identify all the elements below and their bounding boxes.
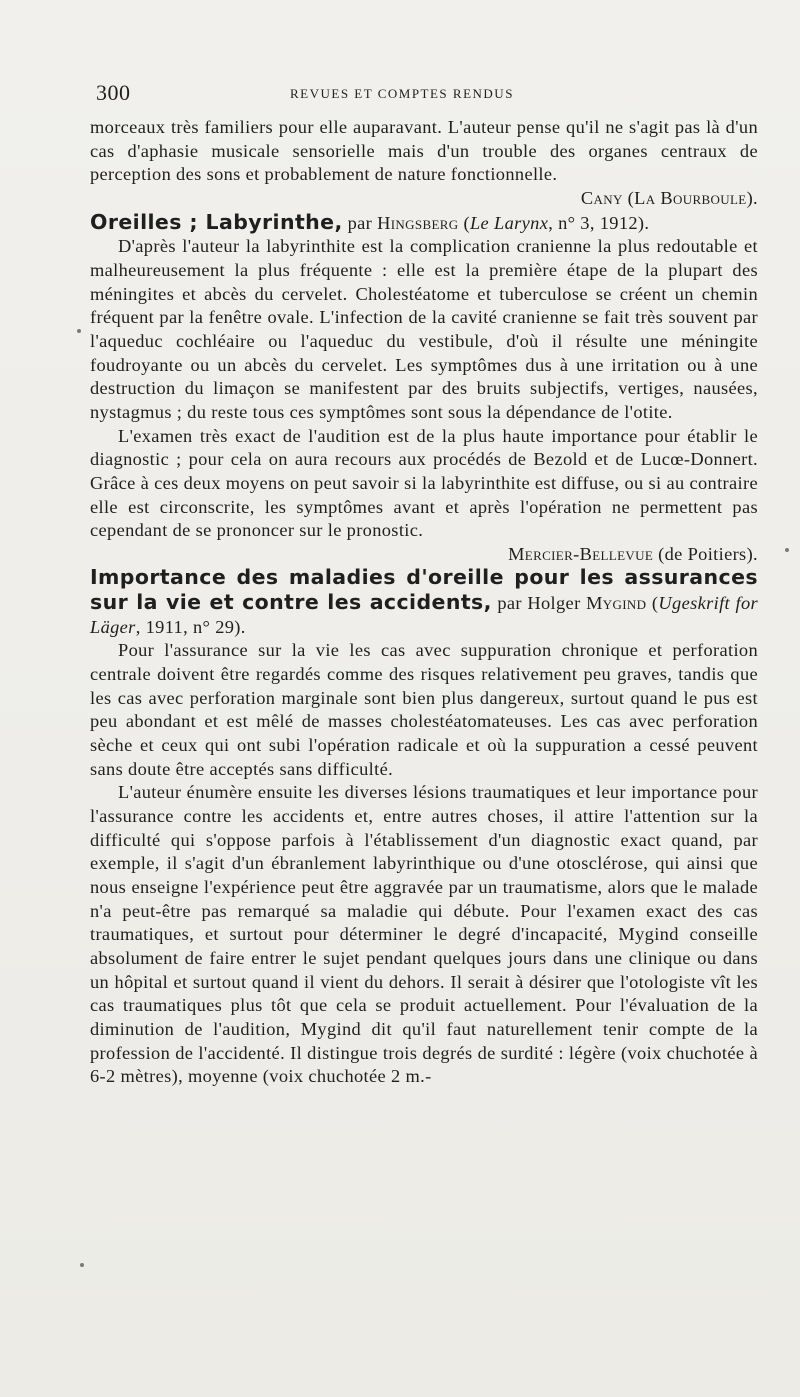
article1-source-issue: , n° 3, 1912). (548, 212, 650, 233)
article2-paragraph-2: L'auteur énumère ensuite les diverses lésions traumatiques et leur importance pour l'assurance contre les accidents et, entre autres choses, il attire l'attention sur la difficulté qui s'oppose parfois à l'établissement d'un diagnostic exact quand, par exemple, il s'agit d'un ébranlement labyrinthique ou d'une otosclérose, qui ainsi que nous enseigne l'expérience peut être aggravée par un traumatisme, alors que le malade n'a peut-être pas remarqué sa maladie qui débute. Pour l'examen exact des cas traumatiques, et surtout pour déterminer le degré d'incapacité, Mygind conseille absolument de faire entrer le sujet pendant quelques jours dans une clinique ou dans un hôpital et surtout quand il vient du dehors. Il serait à désirer que l'otologiste vît les cas traumatiques plus tôt que cela se produit actuellement. Pour l'évaluation de la diminution de l'audition, Mygind dit qu'il faut naturellement tenir compte de la profession de l'accidenté. Il distingue trois degrés de surdité : légère (voix chuchotée à 6-2 mètres), moyenne (voix chuchotée 2 m.- (90, 782, 758, 1087)
article2-by: par Holger (497, 593, 581, 614)
margin-mark (77, 329, 81, 333)
article2-source-journal: Ugeskrift for Läger (90, 593, 759, 637)
page-header (0, 80, 800, 110)
body-text (90, 116, 758, 1089)
article1-signature-name: Mercier-Bellevue (508, 543, 654, 564)
page-number: 300 (96, 80, 131, 105)
article1-signature (90, 543, 758, 567)
article2-source-issue: , 1911, n° 29). (135, 616, 246, 637)
margin-mark (80, 1263, 84, 1267)
intro-paragraph (90, 116, 758, 211)
running-head: REVUES ET COMPTES RENDUS (290, 86, 514, 101)
intro-signature: Cany (La Bourboule). (580, 187, 758, 208)
article2-paragraph-1: Pour l'assurance sur la vie les cas avec suppuration chronique et perforation centrale doivent être regardés comme des risques relativement peu graves, tandis que les cas avec perforation marginale sont bien plus dangereux, surtout quand le pus est peu abondant et est mêlé de masses cholestéatomateuses. Les cas avec perforation sèche et ceux qui ont subi l'opération radicale et où la suppuration a cessé peuvent sans doute être acceptés sans difficulté. (90, 640, 758, 779)
article1-by: par (347, 212, 373, 233)
intro-text: morceaux très familiers pour elle auparavant. L'auteur pense qu'il ne s'agit pas là d'un cas d'aphasie musicale sensorielle mais d'un trouble des organes centraux de perception des sons et probablement de nature fonctionnelle. (90, 117, 758, 185)
article2-title: Importance des maladies d'oreille pour les assurances sur la vie et contre les accidents, (90, 565, 758, 615)
article1-paragraph-2-text: L'examen très exact de l'audition est de la plus haute importance pour établir le diagnostic ; pour cela on aura recours aux procédés de Bezold et de Lucœ-Donnert. Grâce à ces deux moyens on peut savoir si la labyrinthite est diffuse, ou si au contraire elle est circonscrite, les symptômes avant et après l'opération ne permettent pas cependant de se prononcer sur le pronostic. (90, 425, 758, 541)
article1-paragraph-2 (90, 425, 758, 567)
article1-paragraph-1: D'après l'auteur la labyrinthite est la complication cranienne la plus redoutable et malheureusement la plus fréquente : elle est la première étape de la plupart des méningites et abcès du cervelet. Cholestéatome et tuberculose se créent un chemin fréquent par la fenêtre ovale. L'infection de la cavité cranienne se fait très souvent par l'aqueduc cochléaire ou l'aqueduc du vestibule, d'où il résulte une méningite foudroyante ou un abcès du cervelet. Les symptômes dus à une irritation ou à une destruction du limaçon se manifestent par des bruits subjectifs, vertiges, nausées, nystagmus ; du reste tous ces symptômes sont sous la dépendance de l'otite. (90, 236, 758, 422)
article1-author: Hingsberg (377, 212, 459, 233)
margin-mark (785, 548, 789, 552)
article2-heading: Importance des maladies d'oreille pour les assurances sur la vie et contre les accidents, par Holger Mygind (Ugeskrift for Läger, 1911, n° 29). (90, 565, 759, 637)
article2-author: Mygind (586, 593, 647, 614)
article1-title: Oreilles ; Labyrinthe, (90, 209, 343, 234)
article1-source-journal: Le Larynx (469, 212, 549, 233)
article1-heading: Oreilles ; Labyrinthe, par Hingsberg (Le Larynx, n° 3, 1912). (90, 209, 650, 234)
article1-signature-place: (de Poitiers). (658, 543, 758, 564)
